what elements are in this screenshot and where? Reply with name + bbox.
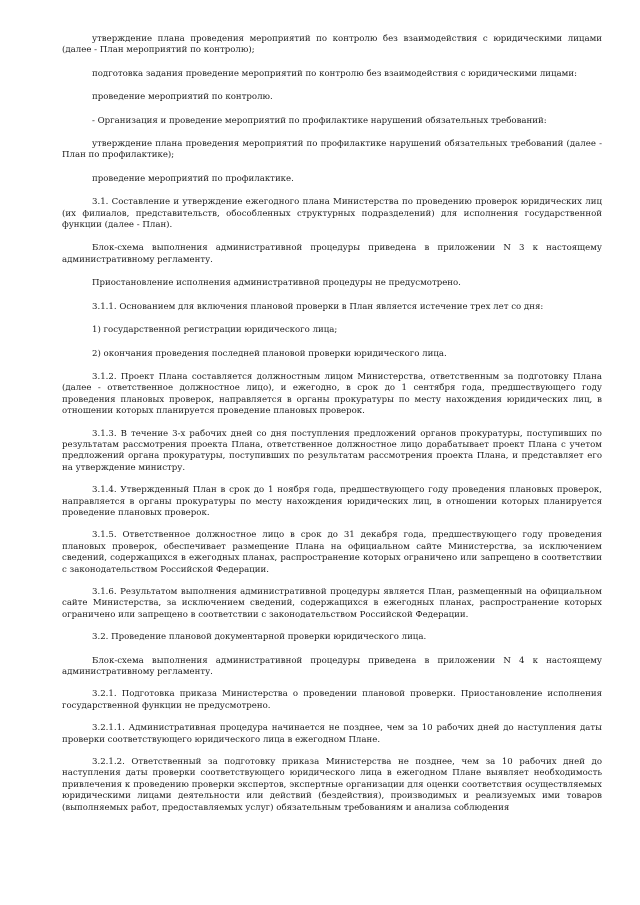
paragraph-3-2-1-1: 3.2.1.1. Административная процедура начинается не позднее, чем за 10 рабочих дней до наступления даты проверки соответствующего юридического лица в ежегодном Плане. <box>62 723 602 745</box>
paragraph-item-2: 2) окончания проведения последней плановой проверки юридического лица. <box>92 348 447 359</box>
paragraph-suspension-not-provided: Приостановление исполнения административной процедуры не предусмотрено. <box>92 278 461 289</box>
paragraph-flowchart-appendix-3: Блок-схема выполнения административной процедуры приведена в приложении N 3 к настоящему административному регламенту. <box>62 243 602 265</box>
paragraph-prevention-plan: утверждение плана проведения мероприятий по профилактике нарушений обязательных требований (далее - План по профилактике); <box>62 139 602 161</box>
paragraph-3-1-6: 3.1.6. Результатом выполнения административной процедуры является План, размещенный на официальном сайте Министерства, за исключением сведений, содержащихся в ежегодных планах, распространение которых ограничено или запрещено в соответствии с законодательством Российской Федерации. <box>62 587 602 620</box>
paragraph-prevention-organization: - Организация и проведение мероприятий по профилактике нарушений обязательных требований: <box>92 115 547 126</box>
paragraph-flowchart-appendix-4: Блок-схема выполнения административной процедуры приведена в приложении N 4 к настоящему административному регламенту. <box>62 655 602 678</box>
paragraph-3-1-1: 3.1.1. Основанием для включения плановой проверки в План является истечение трех лет со дня: <box>92 301 544 312</box>
paragraph-3-1-3: 3.1.3. В течение 3-х рабочих дней со дня поступления предложений органов прокуратуры, поступивших по результатам рассмотрения проекта Плана, ответственное должностное лицо дорабатывает проект Плана с учетом предложений органа прокуратуры, поступивших по результатам рассмотрения проекта Плана, и представляет его на утверждение министру. <box>62 428 602 473</box>
paragraph-control-measures: проведение мероприятий по контролю. <box>92 92 273 103</box>
paragraph-3-2-1: 3.2.1. Подготовка приказа Министерства о проведении плановой проверки. Приостановление исполнения государственной функции не предусмотрено. <box>62 689 602 711</box>
paragraph-plan-control: утверждение плана проведения мероприятий по контролю без взаимодействия с юридическими лицами (далее - План мероприятий по контролю); <box>62 34 602 56</box>
paragraph-task-preparation: подготовка задания проведение мероприятий по контролю без взаимодействия с юридическими лицами: <box>92 68 577 79</box>
paragraph-3-2: 3.2. Проведение плановой документарной проверки юридического лица. <box>92 632 427 643</box>
paragraph-3-2-1-2: 3.2.1.2. Ответственный за подготовку приказа Министерства не позднее, чем за 10 рабочих дней до наступления даты проверки соответствующего юридического лица в ежегодном Плане выявляет необходимость привлечения к проведению проверки экспертов, экспертные организации для оценки соответствия осуществляемых юридическими лицами деятельности или действий (бездействия), производимых и реализуемых ими товаров (выполняемых работ, предоставляемых услуг) обязательным требованиям и анализа соблюдения <box>62 757 602 813</box>
paragraph-prevention-measures: проведение мероприятий по профилактике. <box>92 173 294 184</box>
paragraph-item-1: 1) государственной регистрации юридического лица; <box>92 325 338 336</box>
paragraph-3-1-2: 3.1.2. Проект Плана составляется должностным лицом Министерства, ответственным за подготовку Плана (далее - ответственное должностное лицо), и ежегодно, в срок до 1 сентября года, предшествующего году проведения плановых проверок, направляется в органы прокуратуры по месту нахождения юридических лиц, в отношении которых планируется проведение плановых проверок. <box>62 371 602 417</box>
paragraph-3-1: 3.1. Составление и утверждение ежегодного плана Министерства по проведению проверок юридических лиц (их филиалов, представительств, обособленных структурных подразделений) для исполнения государственной функции (далее - План). <box>62 197 602 231</box>
paragraph-3-1-4: 3.1.4. Утвержденный План в срок до 1 ноября года, предшествующего году проведения плановых проверок, направляется в органы прокуратуры по месту нахождения юридических лиц, в отношении которых планируется проведение плановых проверок. <box>62 485 602 518</box>
paragraph-3-1-5: 3.1.5. Ответственное должностное лицо в срок до 31 декабря года, предшествующего году проведения плановых проверок, обеспечивает размещение Плана на официальном сайте Министерства, за исключением сведений, содержащихся в ежегодных планах, распространение которых ограничено или запрещено в соответствии с законодательством Российской Федерации. <box>62 530 602 575</box>
